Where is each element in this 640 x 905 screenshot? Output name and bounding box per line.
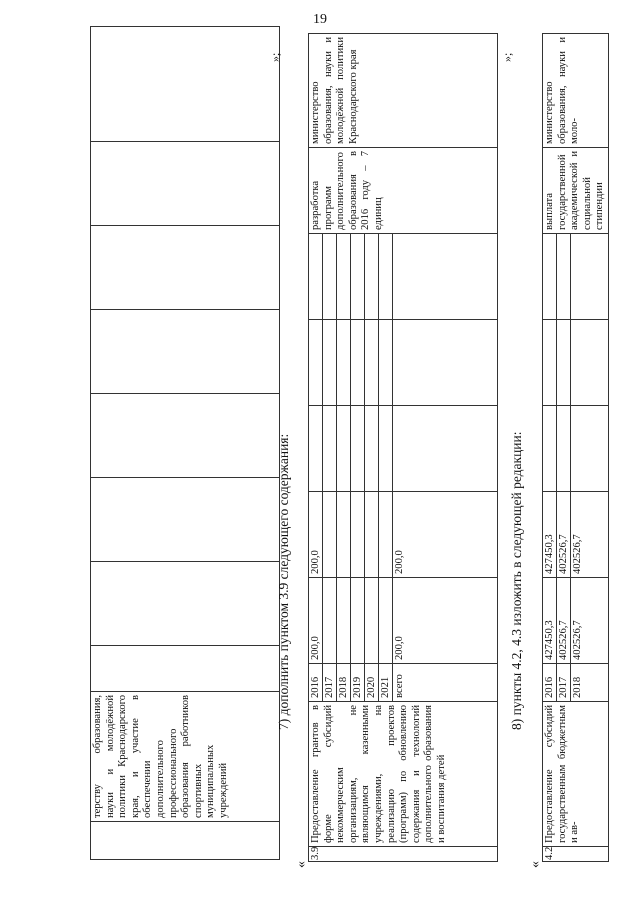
year-cell: 2020 <box>365 664 379 701</box>
measure-name: Предоставление грантов в форме субсидий некоммерческим организациям, не являющимся казенными учреждениями, на реализацию проектов (программ) по обновлению содержания и технологий дополнительного образования и воспитания детей <box>309 702 498 847</box>
empty-cell <box>91 394 280 478</box>
year-cell: 2016 <box>309 664 323 701</box>
year-cell: 2017 <box>557 664 571 701</box>
item-4-2-table <box>542 34 606 862</box>
measure-description: терству образования, науки и молодёжной политики Краснодарского края, и участие в обеспечении дополнительного профессионального образования работников спортивных муниципальных учреждений <box>91 692 280 822</box>
year-cell: 2017 <box>323 664 337 701</box>
item-3-9-table <box>308 34 498 862</box>
section-heading-8: 8) пункты 4.2, 4.3 изложить в следующей редакции: <box>509 431 524 730</box>
empty-column <box>543 234 609 320</box>
amount-cell: 402526,7 <box>557 492 571 577</box>
regional-budget-column <box>543 492 609 578</box>
responsible-executor: министерство образования, науки и молодёжной политики Краснодарского края <box>309 34 498 148</box>
expected-result: выплата государственной академической и социальной стипендии <box>543 148 609 234</box>
closing-mark: »; <box>268 52 282 62</box>
measure-name: Предоставление субсидий государственным бюджетным и ав- <box>543 702 609 847</box>
empty-cell <box>91 142 280 226</box>
amount-cell <box>351 492 365 577</box>
amount-cell <box>379 578 393 663</box>
amount-cell: 402526,7 <box>557 578 571 663</box>
amount-cell: 402526,7 <box>572 534 583 574</box>
amount-cell <box>323 492 337 577</box>
amount-cell <box>379 492 393 577</box>
closing-mark: »; <box>500 52 514 62</box>
item-number: 3.9 <box>309 847 498 862</box>
year-cell: 2018 <box>572 676 583 698</box>
continuation-table-block <box>90 35 280 860</box>
empty-cell <box>91 562 280 646</box>
empty-column <box>543 406 609 492</box>
years-column <box>309 664 498 702</box>
amount-cell: 427450,3 <box>543 578 557 663</box>
amount-cell <box>351 578 365 663</box>
empty-column <box>543 320 609 406</box>
empty-cell <box>91 27 280 142</box>
empty-cell <box>91 478 280 562</box>
regional-budget-column <box>309 492 498 578</box>
year-cell: 2016 <box>543 664 557 701</box>
amount-cell: 200,0 <box>309 492 323 577</box>
total-amount-column <box>309 578 498 664</box>
amount-cell <box>323 578 337 663</box>
empty-column <box>309 234 498 320</box>
empty-cell <box>91 646 280 692</box>
amount-cell: 402526,7 <box>572 620 583 660</box>
item-number: 4.2 <box>543 847 609 862</box>
year-cell: 2018 <box>337 664 351 701</box>
section-heading-7: 7) дополнить пунктом 3.9 следующего содержания: <box>276 433 291 730</box>
total-amount-column <box>543 578 609 664</box>
amount-cell: 200,0 <box>309 578 323 663</box>
amount-cell: 200,0 <box>394 636 405 660</box>
empty-cell <box>91 226 280 310</box>
amount-cell <box>365 578 379 663</box>
amount-cell: 200,0 <box>394 550 405 574</box>
amount-cell <box>337 492 351 577</box>
empty-column <box>309 320 498 406</box>
empty-column <box>309 406 498 492</box>
year-cell: 2021 <box>379 664 393 701</box>
empty-cell <box>91 310 280 394</box>
page-number: 19 <box>313 12 327 27</box>
years-column <box>543 664 609 702</box>
year-cell: всего <box>394 674 405 698</box>
amount-cell <box>337 578 351 663</box>
opening-quote: « <box>294 861 309 868</box>
amount-cell <box>365 492 379 577</box>
amount-cell: 427450,3 <box>543 492 557 577</box>
opening-quote: « <box>528 861 543 868</box>
year-cell: 2019 <box>351 664 365 701</box>
num-cell <box>91 822 280 860</box>
expected-result: разработка программ дополнительного образования в 2016 году – 7 единиц <box>309 148 498 234</box>
responsible-executor: министерство образования, науки и моло- <box>543 34 609 148</box>
